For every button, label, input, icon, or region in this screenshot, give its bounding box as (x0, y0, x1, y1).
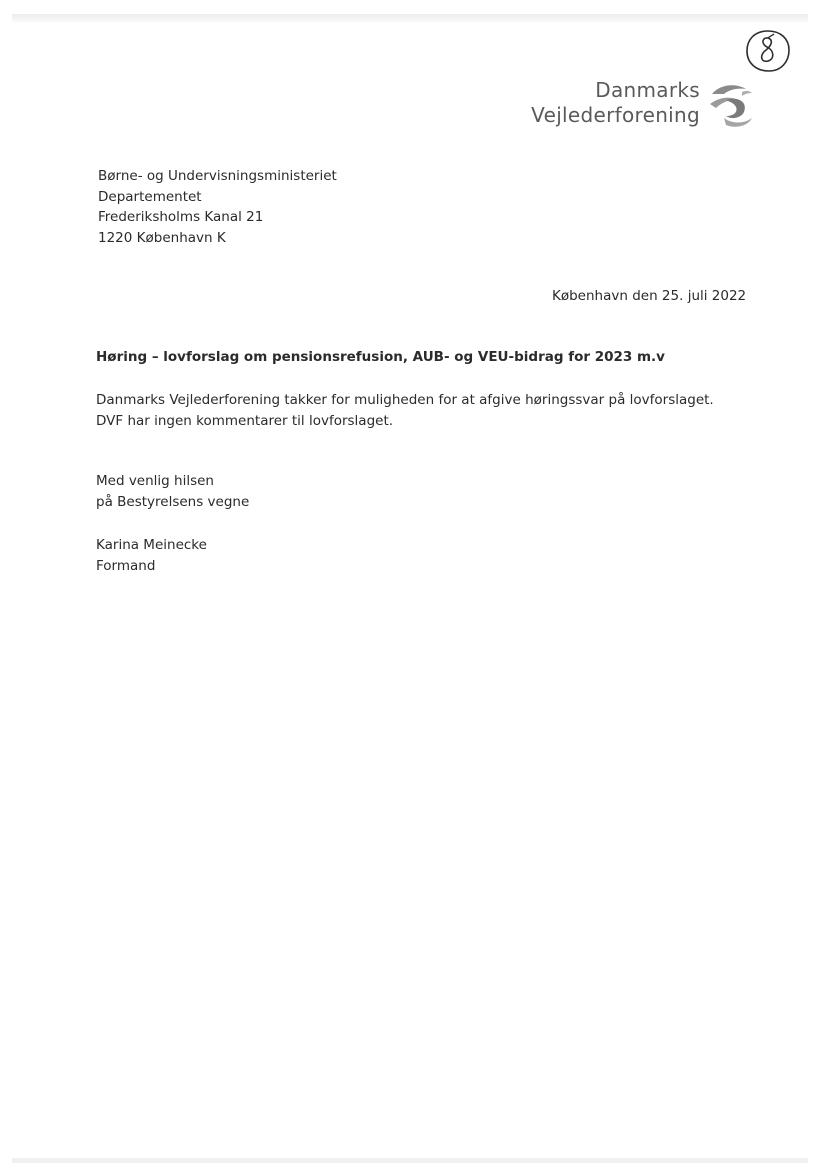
logo-line-2: Vejlederforening (531, 103, 700, 127)
letter-closing (96, 471, 249, 512)
logo-wordmark (531, 78, 700, 128)
scan-edge-bottom (12, 1158, 808, 1163)
logo-line-1: Danmarks (595, 78, 700, 102)
body-line: Danmarks Vejlederforening takker for muligheden for at afgive høringssvar på lovforslaget. (96, 392, 714, 408)
closing-line: på Bestyrelsens vegne (96, 493, 250, 510)
handwritten-page-number (744, 28, 792, 74)
organization-logo (530, 78, 760, 134)
letter-signature (96, 535, 207, 576)
signatory-name: Karina Meinecke (96, 537, 207, 553)
letter-body (96, 390, 714, 431)
signatory-title: Formand (96, 557, 156, 574)
letter-subject: Høring – lovforslag om pensionsrefusion, AUB- og VEU-bidrag for 2023 m.v (96, 349, 665, 365)
closing-line: Med venlig hilsen (96, 473, 214, 489)
recipient-line: Frederiksholms Kanal 21 (98, 209, 264, 225)
recipient-address (98, 166, 337, 248)
recipient-line: Departementet (98, 188, 202, 205)
logo-swirl-icon (706, 80, 756, 130)
recipient-line: 1220 København K (98, 229, 226, 246)
letter-date: København den 25. juli 2022 (552, 288, 747, 304)
body-line: DVF har ingen kommentarer til lovforslaget. (96, 412, 394, 429)
recipient-line: Børne- og Undervisningsministeriet (98, 168, 337, 184)
scan-edge-top (12, 14, 808, 22)
